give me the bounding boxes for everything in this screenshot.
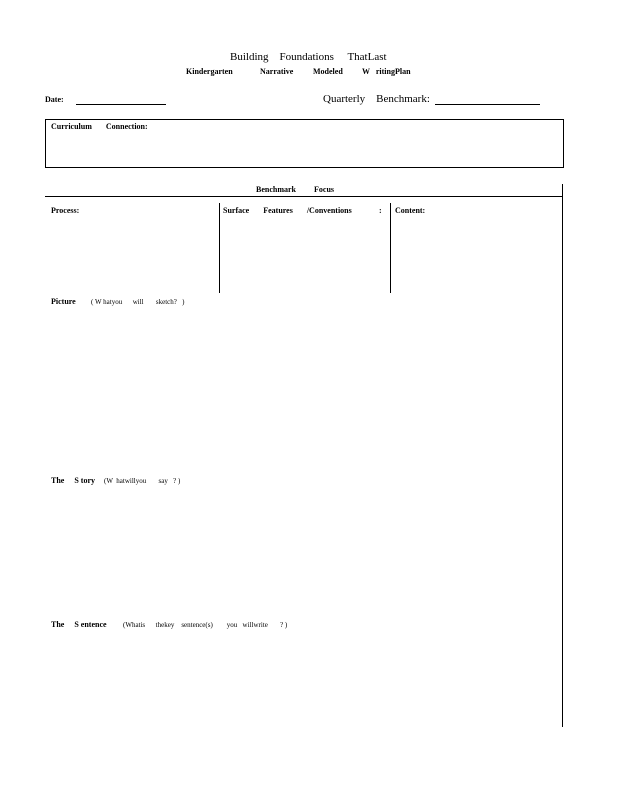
date-field-line[interactable]: [76, 104, 166, 105]
quarterly-benchmark-label: Quarterly Benchmark:: [323, 93, 430, 105]
content-label: Content:: [395, 206, 426, 215]
subtitle-modeled: Modeled: [313, 67, 343, 76]
sentence-prompt: (Whatis thekey sentence(s) you willwrite ? ): [123, 621, 288, 629]
picture-prompt: ( W hatyou will sketch? ): [91, 298, 185, 306]
sentence-label: The S entence: [51, 620, 107, 629]
document-title: Building Foundations ThatLast: [230, 51, 387, 63]
story-label: The S tory: [51, 476, 95, 485]
sentence-area[interactable]: [51, 634, 556, 724]
benchmark-focus-heading: Benchmark Focus: [256, 185, 334, 194]
process-column-divider: [219, 203, 220, 293]
subtitle-writing-plan: W ritingPlan: [362, 67, 411, 76]
content-column-divider: [390, 203, 391, 293]
surface-features-colon: :: [379, 206, 382, 215]
story-area[interactable]: [51, 490, 556, 615]
picture-area[interactable]: [51, 312, 556, 472]
curriculum-connection-label: Curriculum Connection:: [51, 122, 148, 131]
picture-label: Picture: [51, 297, 76, 306]
benchmark-field-line[interactable]: [435, 104, 540, 105]
date-label: Date:: [45, 95, 64, 104]
surface-features-label: Surface Features /Conventions: [223, 206, 352, 215]
process-label: Process:: [51, 206, 80, 215]
subtitle-narrative: Narrative: [260, 67, 294, 76]
subtitle-kindergarten: Kindergarten: [186, 67, 233, 76]
page-right-border: [562, 184, 563, 727]
benchmark-top-rule: [45, 196, 562, 197]
story-prompt: (W hatwillyou say ? ): [104, 477, 181, 485]
